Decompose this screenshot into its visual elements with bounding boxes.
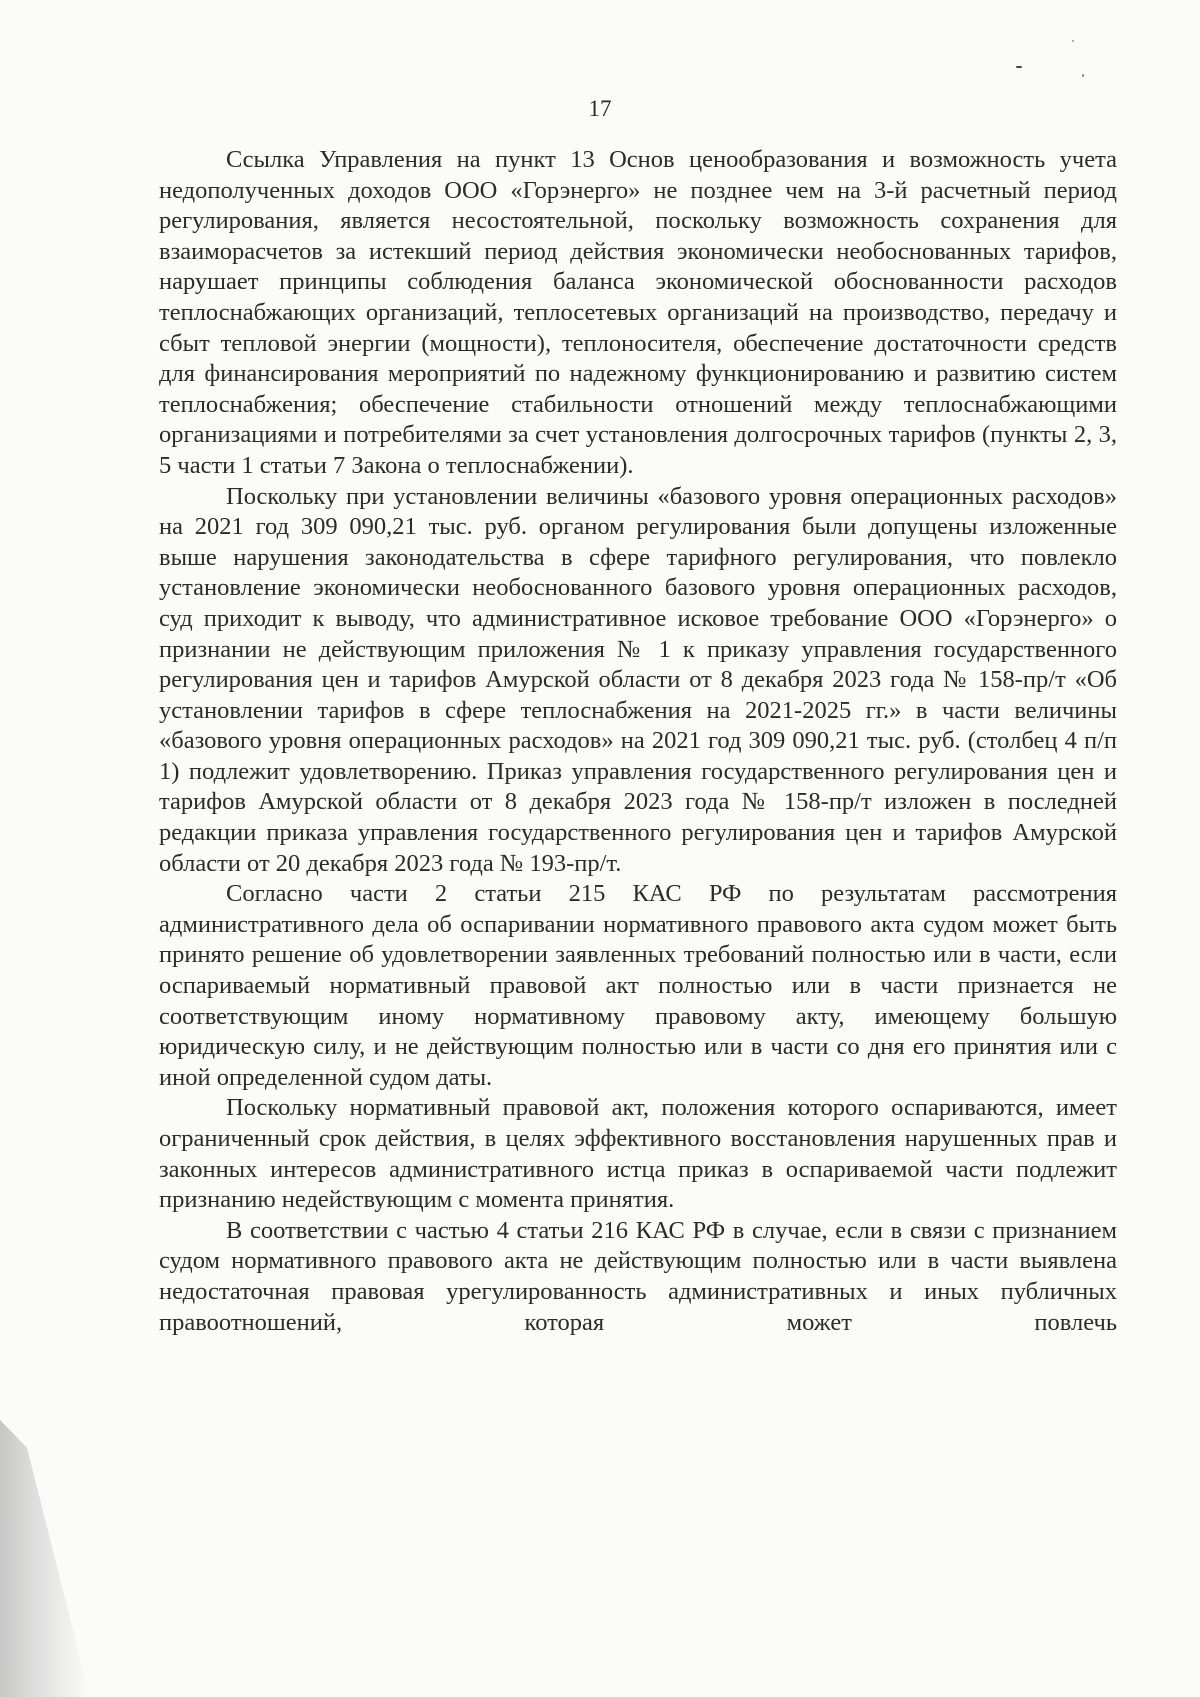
page-number: 17 bbox=[588, 96, 612, 121]
paragraph: Поскольку при установлении величины «базового уровня операционных расходов» на 2021 год 309 090,21 тыс. руб. органом регулирования были допущены изложенные выше нарушения законодательства в сфере тарифного регулирования, что повлекло установление экономически необоснованного базового уровня операционных расходов, суд приходит к выводу, что административное исковое требование ООО «Горэнерго» о признании не действующим приложения № 1 к приказу управления государственного регулирования цен и тарифов Амурской области от 8 декабря 2023 года № 158-пр/т «Об установлении тарифов в сфере теплоснабжения на 2021-2025 гг.» в части величины «базового уровня операционных расходов» на 2021 год 309 090,21 тыс. руб. (столбец 4 п/п 1) подлежит удовлетворению. Приказ управления государственного регулирования цен и тарифов Амурской области от 8 декабря 2023 года № 158-пр/т изложен в последней редакции приказа управления государственного регулирования цен и тарифов Амурской области от 20 декабря 2023 года № 193-пр/т. bbox=[159, 482, 1117, 877]
document-body bbox=[159, 145, 1117, 1338]
scan-shadow bbox=[0, 1420, 90, 1697]
paragraph: Ссылка Управления на пункт 13 Основ ценообразования и возможность учета недополученных доходов ООО «Горэнерго» не позднее чем на 3-й расчетный период регулирования, является несостоятельной, поскольку возможность сохранения для взаиморасчетов за истекший период действия экономически необоснованных тарифов, нарушает принципы соблюдения баланса экономической обоснованности расходов теплоснабжающих организаций, теплосетевых организаций на производство, передачу и сбыт тепловой энергии (мощности), теплоносителя, обеспечение достаточности средств для финансирования мероприятий по надежному функционированию и развитию систем теплоснабжения; обеспечение стабильности отношений между теплоснабжающими организациями и потребителями за счет установления долгосрочных тарифов (пункты 2, 3, 5 части 1 статьи 7 Закона о теплоснабжении). bbox=[159, 146, 1117, 479]
paragraph: Согласно части 2 статьи 215 КАС РФ по результатам рассмотрения административного дела об оспаривании нормативного правового акта судом может быть принято решение об удовлетворении заявленных требований полностью или в части, если оспариваемый нормативный правовой акт полностью или в части признается не соответствующим иному нормативному правовому акту, имеющему большую юридическую силу, и не действующим полностью или в части со дня его принятия или с иной определенной судом даты. bbox=[159, 880, 1117, 1091]
paragraph: Поскольку нормативный правовой акт, положения которого оспариваются, имеет ограниченный срок действия, в целях эффективного восстановления нарушенных прав и законных интересов административного истца приказ в оспариваемой части подлежит признанию недействующим с момента принятия. bbox=[159, 1094, 1117, 1214]
scan-speck bbox=[1016, 66, 1022, 68]
scan-speck bbox=[1072, 40, 1074, 42]
paragraph: В соответствии с частью 4 статьи 216 КАС РФ в случае, если в связи с признанием судом нормативного правового акта не действующим полностью или в части выявлена недостаточная правовая урегулированность административных и иных публичных правоотношений, которая может повлечь bbox=[159, 1216, 1117, 1336]
scan-speck bbox=[1082, 74, 1084, 77]
